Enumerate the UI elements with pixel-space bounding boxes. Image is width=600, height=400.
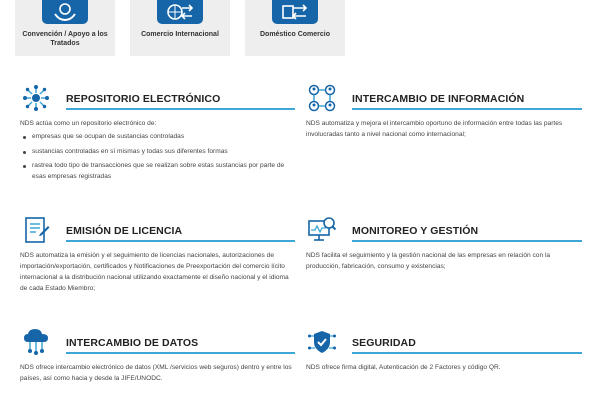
- feature-title: MONITOREO Y GESTIÓN: [352, 225, 479, 237]
- feature-list: [20, 132, 295, 182]
- title-underline: [66, 352, 295, 354]
- hands-globe-icon: [42, 0, 88, 24]
- feature-title: EMISIÓN DE LICENCIA: [66, 225, 183, 237]
- feature-description: NDS ofrece intercambio electrónico de datos (XML /servicios web seguros) dentro y entre los países, así como hacia y desde la JIFE/UNODC.: [20, 364, 292, 382]
- feature-description: NDS automatiza y mejora el intercambio oportuno de información entre todas las partes involucradas tanto a nivel nacional como internacional;: [306, 120, 563, 138]
- feature-repositorio: [20, 84, 295, 186]
- people-exchange-icon: [308, 84, 336, 112]
- feature-title: SEGURIDAD: [352, 337, 416, 349]
- shield-check-icon: [308, 328, 336, 356]
- title-underline: [352, 352, 582, 354]
- list-item: sustancias controladas en sí mismas y todas sus diferentes formas: [20, 147, 295, 158]
- transfer-arrows-icon: [272, 0, 318, 24]
- feature-title: INTERCAMBIO DE INFORMACIÓN: [352, 93, 525, 105]
- license-document-icon: [22, 216, 50, 244]
- list-item: rastrea todo tipo de transacciones que se realizan sobre estas sustancias por parte de esas empresas registradas: [20, 161, 295, 182]
- feature-seguridad: [306, 328, 582, 373]
- tile-comercio-internacional[interactable]: [130, 0, 230, 56]
- title-underline: [352, 108, 582, 110]
- feature-description: NDS actúa como un repositorio electrónico de:: [20, 120, 157, 127]
- tile-label: Comercio Internacional: [141, 31, 219, 38]
- feature-title: INTERCAMBIO DE DATOS: [66, 337, 199, 349]
- list-item: empresas que se ocupan de sustancias controladas: [20, 132, 295, 143]
- tile-convencion[interactable]: [15, 0, 115, 56]
- title-underline: [352, 240, 582, 242]
- feature-description: NDS automatiza la emisión y el seguimiento de licencias nacionales, autorizaciones de importación/exportación, certificados y Notificaciones de Preexportación del comercio lícito internacional a la distribución nacional utilizando exactamente el diseño nacional y el idioma de cada Estado Miembro;: [20, 252, 289, 292]
- network-hub-icon: [22, 84, 50, 112]
- feature-licencia: [20, 216, 295, 294]
- tile-label: Convención / Apoyo a los Tratados: [22, 31, 108, 47]
- monitor-search-icon: [308, 216, 336, 244]
- category-tiles: [15, 0, 345, 56]
- feature-monitoreo: [306, 216, 582, 272]
- cloud-data-icon: [22, 328, 50, 356]
- feature-description: NDS ofrece firma digital, Autenticación de 2 Factores y código QR.: [306, 364, 501, 371]
- globe-arrows-icon: [157, 0, 203, 24]
- tile-domestico-comercio[interactable]: [245, 0, 345, 56]
- title-underline: [66, 240, 295, 242]
- feature-intercambio-datos: [20, 328, 295, 384]
- feature-intercambio-informacion: [306, 84, 582, 140]
- feature-description: NDS facilita el seguimiento y la gestión nacional de las empresas en relación con la producción, fabricación, consumo y existencias;: [306, 252, 551, 270]
- title-underline: [66, 108, 295, 110]
- tile-label: Doméstico Comercio: [259, 31, 331, 38]
- feature-title: REPOSITORIO ELECTRÓNICO: [66, 93, 221, 105]
